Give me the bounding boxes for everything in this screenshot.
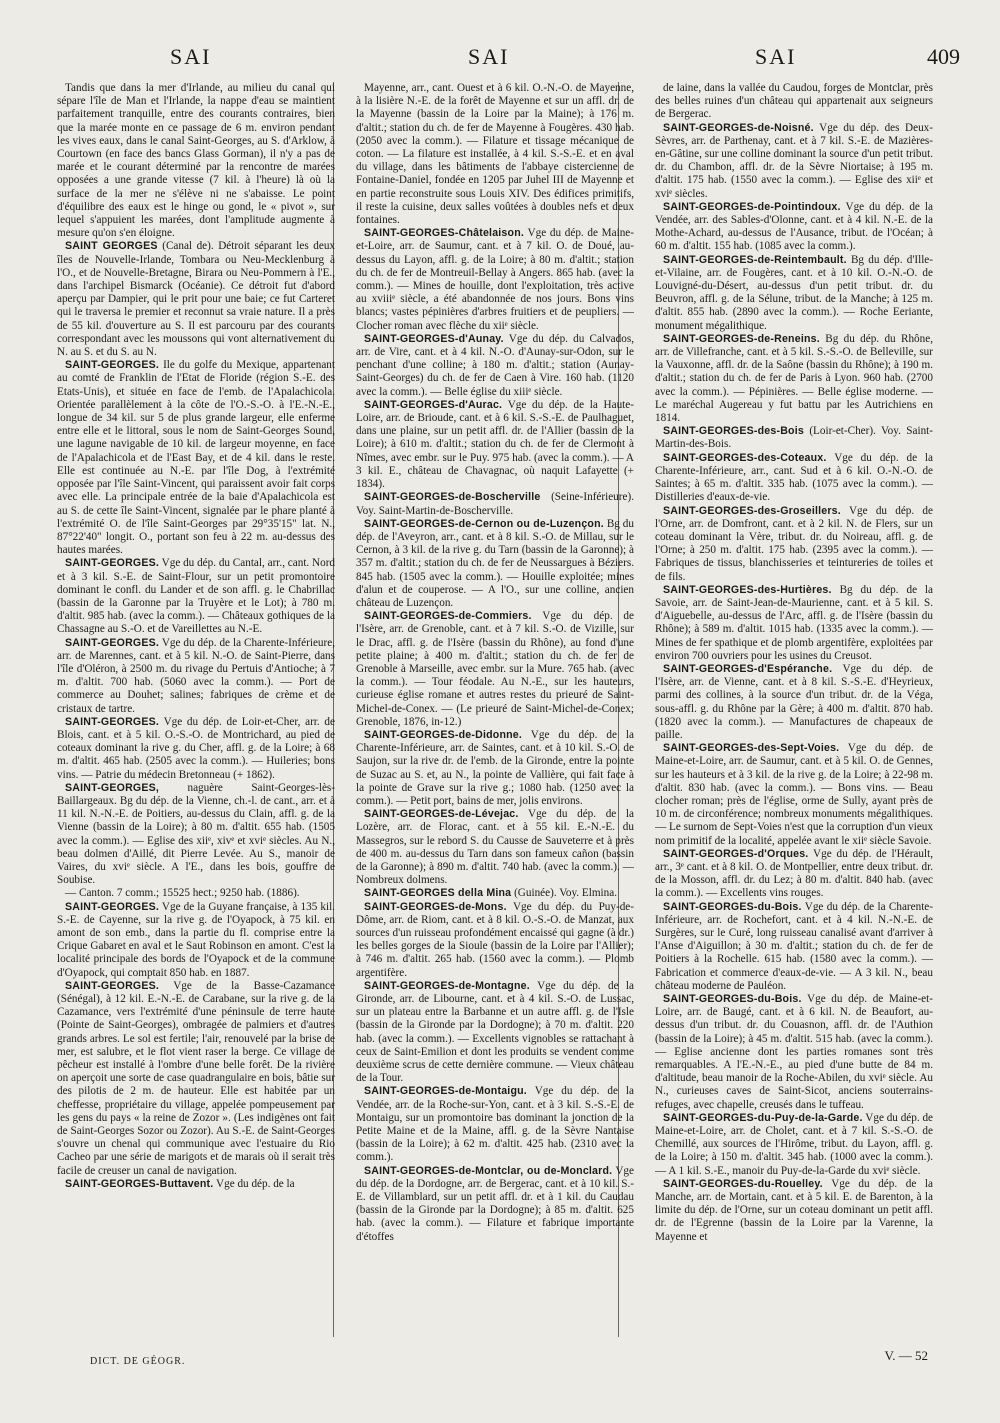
dictionary-entry <box>655 742 933 848</box>
entry-text: de laine, dans la vallée du Caudou, forges de Montclar, près des belles ruines d'un château qui appartenait aux seigneurs de Bergerac. <box>655 82 933 121</box>
entry-headword: SAINT-GEORGES-de-Reintembault. <box>663 253 847 266</box>
entry-text: Vge du dép. de la Charente-Inférieure, arr., cant. Sud et à 6 kil. O.-N.-O. de Saintes; à 65 m. d'altit. 335 hab. (1075 avec la comm.). — Distilleries d'eaux-de-vie. <box>655 451 933 504</box>
entry-headword: SAINT-GEORGES-de-Pointindoux. <box>663 200 841 213</box>
column-2 <box>356 82 634 1344</box>
entry-headword: SAINT-GEORGES-de-Reneins. <box>663 332 820 345</box>
entry-text: Vge du dép. de l'Isère, arr. de Grenoble, cant. et à 7 kil. S.-O. de Vizille, sur le Drac, affl. g. de l'Isère (bassin du Rhône), au fond d'une petite plaine; à 400 m. d'altit.; station du ch. de fer de Grenoble à Marseille, avec embr. sur la Mure. 765 hab. (avec la comm.). — Tour féodale. Au N.-E., sur les hauteurs, curieuse église romane et autres restes du prieuré de Saint-Michel-de-Conex. — (Le prieuré de Saint-Michel-de-Conex; Grenoble, 1876, in-12.) <box>356 610 634 728</box>
entry-headword: SAINT-GEORGES-de-Montclar, ou de-Monclard. <box>364 1164 613 1177</box>
entry-headword: SAINT-GEORGES-Châtelaison. <box>364 227 525 240</box>
dictionary-entry <box>356 227 634 333</box>
dictionary-entry <box>57 716 335 782</box>
entry-headword: SAINT-GEORGES-du-Rouelley. <box>663 1177 823 1190</box>
entry-text: Vge du dép. de Maine-et-Loire, arr. de Saumur, cant. et à 5 kil. O. de Gennes, sur les hauteurs et à 3 kil. de la rive g. de la Loire; à 22-98 m. d'altit. 830 hab. (avec la comm.). — Bons vins. — Beau clocher roman; près de l'église, orme de Sully, ayant près de 10 m. de circonférence; nombreux monuments mégalithiques. — Le surnom de Sept-Voies n'est que la corruption d'un vieux nom primitif de la localité, appelée avant le xiiᵉ siècle Savoie. <box>655 742 933 847</box>
dictionary-entry <box>356 729 634 808</box>
entry-text: — Canton. 7 comm.; 15525 hect.; 9250 hab. (1886). <box>65 887 300 900</box>
entry-text: (Guinée). Voy. Elmina. <box>514 887 618 900</box>
dictionary-entry <box>356 1165 634 1244</box>
entry-text: Vge du dép. de la Dordogne, arr. de Bergerac, cant. et à 10 kil. S.-E. de Villamblard, sur un petit affl. dr. et à 1 kil. du Caudau (bassin de la Gironde par la Dordogne); à 85 m. d'altit. 625 hab. (avec la comm.). — Filature et fabrique importante d'étoffes <box>356 1164 634 1243</box>
entry-text: Vge du dép. de la Charente-Inférieure, arr. de Saintes, cant. et à 10 kil. S.-O. de Saujon, sur la rive dr. de l'emb. de la Gironde, entre la pointe de Suzac au S. et, au N., la pointe de Vallière, qui fait face à la pointe de Grave sur la rive g.; 1080 hab. (1250 avec la comm.). — Petit port, bains de mer, jolis environs. <box>356 728 634 807</box>
entry-text: Vge du dép. de l'Isère, arr. de Vienne, cant. et à 8 kil. S.-S.-E. d'Heyrieux, parmi des collines, à la source d'un tribut. dr. de la Véga, sous-affl. g. du Rhône par la Gère; à 400 m. d'altit. 870 hab. (1820 avec la comm.). — Manufactures de chapeaux de paille. <box>655 662 933 741</box>
entry-text: Ile du golfe du Mexique, appartenant au comté de Franklin de l'Etat de Floride (région S.-E. des Etats-Unis), et située en face de l'emb. de l'Apalachicola. Orientée parallèlement à la côte de l'O.-S.-O. à l'E.-N.-E., longue de 34 kil. sur 5 de plus grande largeur, elle enferme entre elle et le littoral, sous le nom de Saint-Georges Sound, une lagune navigable de 10 kil. de largeur moyenne, en face de l'Apalachicola et de l'East Bay, et de 4 kil. dans le reste. Elle est continuée au N.-E. par l'île Dog, à l'extrémité opposée par l'île Saint-Vincent, qui paraissent avoir fait corps avec elle. La principale entrée de la baie d'Apalachicola est au S. de cette île Saint-Vincent, signalée par le phare planté à l'extrémité O. de l'île Saint-Georges par 29°35'15" lat. N., 87°22'40" longit. O., portant son feu à 22 m. au-dessus des hautes marées. <box>57 359 335 557</box>
running-header <box>40 44 960 78</box>
entry-text: Vge du dép. de la Charente-Inférieure, arr. de Rochefort, cant. et à 4 kil. N.-N.-E. de Surgères, sur le Curé, long ruisseau canalisé avant d'arriver à l'Anse d'Aiguillon; à 30 m. d'altit.; station du ch. de fer de Poitiers à la Rochelle. 615 hab. (1580 avec la comm.). — Fabrication et commerce d'eaux-de-vie. — A 3 kil. N., beau château moderne de Pauléon. <box>655 900 933 992</box>
entry-headword: SAINT-GEORGES-des-Sept-Voies. <box>663 742 840 755</box>
header-center: SAI <box>468 44 510 69</box>
dictionary-entry <box>57 557 335 636</box>
entry-headword: SAINT-GEORGES-des-Bois <box>663 425 804 438</box>
entry-text: Vge du dép. de la Lozère, arr. de Florac, cant. et à 55 kil. E.-N.-E. du Massegros, sur le rebord S. du Causse de Sauveterre et à près de 400 m. au-dessus du Tarn dans son fameux cañon (bassin de la Garonne); à 890 m. d'altit. 740 hab. (avec la comm.). — Nombreux dolmens. <box>356 808 634 887</box>
dictionary-entry <box>356 491 634 517</box>
text-columns <box>57 82 933 1344</box>
entry-headword: SAINT-GEORGES. <box>65 715 160 728</box>
entry-headword: SAINT-GEORGES-d'Espéranche. <box>663 662 833 675</box>
entry-text: Bg du dép. d'Ille-et-Vilaine, arr. de Fougères, cant. et à 10 kil. O.-N.-O. de Louvigné-du-Désert, au-dessus d'un petit tribut. dr. du Beuvron, affl. g. de la Sélune, tribut. de la Manche; à 125 m. d'altit. 855 hab. (2890 avec la comm.). — Roche Eeriante, monument mégalithique. <box>655 253 933 332</box>
entry-text: Vge du dép. de la Vendée, arr. des Sables-d'Olonne, cant. et à 4 kil. N.-E. de la Mothe-Achard, au-dessus de l'Ausance, tribut. de l'Océan; à 60 m. d'altit. 155 hab. (1085 avec la comm.). <box>655 200 933 253</box>
entry-headword: SAINT-GEORGES-du-Bois. <box>663 993 802 1006</box>
entry-text: Tandis que dans la mer d'Irlande, au milieu du canal qui sépare l'île de Man et l'Irlande, la nappe d'eau se maintient parfaitement tranquille, entre des courants contraires, bien que la marée monte en ce passage de 6 m. environ pendant les vives eaux, dans le canal Saint-Georges, au S. d'Arklow, à Courtown (en face des bancs Glass Gorman), il n'y a pas de marée et le courant déterminé par la rencontre de marées opposées a une grande vitesse (7 kil. à l'heure) là où la surface de la mer ne s'élève ni ne s'abaisse. Le point d'équilibre des eaux est le hinge ou gond, le « pivot », sur lequel s'appuient les marées, dont l'amplitude augmente à mesure qu'on s'en éloigne. <box>57 82 335 240</box>
entry-text: Bg du dép. du Rhône, arr. de Villefranche, cant. et à 5 kil. S.-S.-O. de Belleville, sur la Vauxonne, affl. dr. de la Saône (bassin du Rhône); à 190 m. d'altit.; station du ch. de fer de Paris à Lyon. 960 hab. (2700 avec la comm.). — Pépinières. — Belle église moderne. — Le maréchal Augereau y fut battu par les Autrichiens en 1814. <box>655 332 933 425</box>
entry-text: Vge du dép. de la Haute-Loire, arr. de Brioude, cant. et à 6 kil. S.-S.-E. de Paulhaguet, dans une plaine, sur un petit affl. dr. de l'Allier (bassin de la Loire); à 610 m. d'altit.; station du ch. de fer de Clermont à Nîmes, avec embr. sur le Puy. 975 hab. (avec la comm.). — A 3 kil. E., château de Chavagnac, où naquit Lafayette (+ 1834). <box>356 398 634 491</box>
dictionary-entry <box>655 848 933 901</box>
dictionary-entry <box>655 82 933 122</box>
entry-headword: SAINT-GEORGES-de-Noisné. <box>663 121 814 134</box>
entry-text: (Loir-et-Cher). Voy. Saint-Martin-des-Bois. <box>655 425 933 451</box>
dictionary-entry <box>356 518 634 610</box>
entry-headword: SAINT-GEORGES-de-Montaigu. <box>364 1085 527 1098</box>
entry-headword: SAINT GEORGES <box>65 240 158 253</box>
entry-headword: SAINT-GEORGES-des-Coteaux. <box>663 451 827 464</box>
entry-headword: SAINT-GEORGES-d'Aurac. <box>364 398 503 411</box>
entry-text: (Seine-Inférieure). Voy. Saint-Martin-de-Boscherville. <box>356 491 634 517</box>
dictionary-entry <box>356 887 634 900</box>
dictionary-entry <box>655 1178 933 1244</box>
dictionary-entry <box>655 505 933 584</box>
entry-headword: SAINT-GEORGES. <box>65 557 160 570</box>
dictionary-entry <box>655 201 933 254</box>
dictionary-entry <box>57 901 335 980</box>
entry-text: Vge du dép. de la <box>216 1177 295 1190</box>
entry-text: Mayenne, arr., cant. Ouest et à 6 kil. O.-N.-O. de Mayenne, à la lisière N.-E. de la forêt de Mayenne et sur un affl. dr. de la Mayenne (bassin de la Loire par la Maine); à 176 m. d'altit.; station du ch. de fer de Mayenne à Fougères. 430 hab. (2050 avec la comm.). — Filature et tissage mécanique de coton. — La filature est installée, à 4 kil. S.-S.-E. et en aval du village, dans les bâtiments de l'abbaye cistercienne de Fontaine-Daniel, fondée en 1205 par Juhel III de Mayenne et en partie reconstruite sous Louis XIV. Des édifices primitifs, il reste la cuisine, deux salles voûtées à doubles nefs et deux fontaines. <box>356 82 634 227</box>
entry-headword: SAINT-GEORGES-d'Aunay. <box>364 332 504 345</box>
entry-headword: SAINT-GEORGES-de-Mons. <box>364 900 507 913</box>
entry-text: Vge du dép. de la Charente-Inférieure, arr. de Marennes, cant. et à 5 kil. N.-O. de Saint-Pierre, dans l'île d'Oléron, à 2500 m. du rivage du Pertuis d'Antioche; à 7 m. d'altit. 700 hab. (5060 avec la comm.). — Port de commerce au Douhet; salines; fabriques de crème et de cristaux de tartre. <box>57 636 335 715</box>
entry-headword: SAINT-GEORGES-de-Boscherville <box>364 491 541 504</box>
entry-headword: SAINT-GEORGES. <box>65 359 160 372</box>
dictionary-entry <box>356 610 634 729</box>
entry-headword: SAINT-GEORGES. <box>65 979 160 992</box>
dictionary-entry <box>57 240 335 359</box>
dictionary-entry <box>655 663 933 742</box>
entry-text: Vge de la Guyane française, à 135 kil. S.-E. de Cayenne, sur la rive g. de l'Oyapock, à 75 kil. en amont de son emb., dans la partie du fl. comprise entre la Crique Gabaret en aval et le Saut Robinson en amont. C'est la localité principale des bords de l'Oyapock et de la commune d'Oyapock, qui comptait 850 hab. en 1887. <box>57 900 335 979</box>
entry-text: Vge du dép. de la Vendée, arr. de la Roche-sur-Yon, cant. et à 3 kil. S.-S.-E. de Montaigu, sur un promontoire bas dominant la jonction de la Petite Maine et de la Maine, affl. g. de la Sèvre Nantaise (bassin de la Loire); à 62 m. d'altit. 425 hab. (2310 avec la comm.). <box>356 1085 634 1164</box>
column-3 <box>655 82 933 1344</box>
entry-headword: SAINT-GEORGES-du-Bois. <box>663 900 802 913</box>
entry-text: naguère Saint-Georges-lès-Baillargeaux. Bg du dép. de la Vienne, ch.-l. de cant., arr. et à 11 kil. N.-N.-E. de Poitiers, au-dessus du Clain, affl. g. de la Vienne (bassin de la Loire); à 80 m. d'altit. 655 hab. (1505 avec la comm.). — Eglise des xiiᵉ, xivᵉ et xviᵉ siècles. Au N., beau dolmen d'Aillé, dit Pierre Levée. Au S., manoir de Vaires, du xviᵉ siècle. A l'E., dans les bois, gouffre de Soubise. <box>57 781 335 887</box>
entry-headword: SAINT-GEORGES-des-Hurtières. <box>663 583 832 596</box>
dictionary-entry <box>655 584 933 663</box>
entry-headword: SAINT-GEORGES, <box>65 781 160 794</box>
dictionary-entry <box>57 782 335 888</box>
footer-signature: V. — 52 <box>884 1348 928 1363</box>
entry-headword: SAINT-GEORGES-du-Puy-de-la-Garde. <box>663 1111 863 1124</box>
dictionary-entry <box>356 399 634 491</box>
entry-text: Vge du dép. de Maine-et-Loire, arr. de Saumur, cant. et à 7 kil. O. de Doué, au-dessus du Layon, affl. g. de la Loire; à 80 m. d'altit.; station du ch. de fer de Montreuil-Bellay à Angers. 865 hab. (avec la comm.). — Mines de houille, dont l'exploitation, très active au xviiiᵉ siècle, a été abandonnée de nos jours. Bons vins blancs; vastes pépinières d'arbres fruitiers et de peupliers. — Clocher roman avec flèche du xiiᵉ siècle. <box>356 227 634 332</box>
entry-text: Vge du dép. des Deux-Sèvres, arr. de Parthenay, cant. et à 7 kil. S.-E. de Mazières-en-Gâtine, sur une colline dominant la source d'un petit tribut. dr. du Chambon, affl. dr. de la Sèvre Niortaise; à 195 m. d'altit. 175 hab. (1550 avec la comm.). — Eglise des xiiᵉ et xviᵉ siècles. <box>655 121 933 200</box>
entry-text: Vge du dép. du Cantal, arr., cant. Nord et à 3 kil. S.-E. de Saint-Flour, sur un petit promontoire dominant le confl. du Lander et de son affl. g. le Chabrillac (bassin de la Garonne par la Truyère et le Lot); à 780 m. d'altit. 985 hab. (avec la comm.). — Châteaux gothiques de la Chassagne au S.-O. et de Vareillettes au N.-E. <box>57 557 335 636</box>
dictionary-entry <box>356 808 634 887</box>
entry-text: Vge du dép. de l'Hérault, arr., 3ᵉ cant. et à 8 kil. O. de Montpellier, entre deux tribut. dr. de la Mosson, affl. dr. du Lez; à 80 m. d'altit. 840 hab. (avec la comm.). — Excellents vins rouges. <box>655 847 933 900</box>
entry-text: Bg du dép. de l'Aveyron, arr., cant. et à 8 kil. S.-O. de Millau, sur le Cernon, à 3 kil. de la rive g. du Tarn (bassin de la Garonne); à 357 m. d'altit.; station du ch. de fer de Neussargues à Béziers. 845 hab. (1505 avec la comm.). — Houille exploitée; mines d'alun et de couperose. — A l'O., sur une colline, ancien château de Luzençon. <box>356 517 634 609</box>
header-right: SAI <box>755 44 797 69</box>
dictionary-entry <box>655 425 933 451</box>
entry-text: Vge du dép. de Maine-et-Loire, arr. de Cholet, cant. et à 7 kil. S.-S.-O. de Chemillé, aux sources de l'Hirôme, tribut. du Layon, affl. g. de la Loire; à 150 m. d'altit. 345 hab. (1000 avec la comm.). — A 1 kil. S.-E., manoir du Puy-de-la-Garde du xviᵉ siècle. <box>655 1111 933 1177</box>
page-footer <box>40 1348 960 1376</box>
dictionary-entry <box>356 901 634 980</box>
entry-text: Vge du dép. de Loir-et-Cher, arr. de Blois, cant. et à 5 kil. O.-S.-O. de Montrichard, au pied de coteaux dominant la rive g. du Cher, affl. g. de la Loire; à 68 m. d'altit. 465 hab. (2505 avec la comm.). — Huileries; bons vins. — Patrie du médecin Bretonneau (+ 1862). <box>57 715 335 781</box>
dictionary-entry <box>655 901 933 993</box>
entry-text: Bg du dép. de la Savoie, arr. de Saint-Jean-de-Maurienne, cant. et à 5 kil. S. d'Aiguebelle, au-dessus de l'Arc, affl. g. de l'Isère (bassin du Rhône); à 589 m. d'altit. 1015 hab. (1335 avec la comm.). — Mines de fer spathique et de plomb argentifère, exploitées par environ 700 ouvriers pour les usines du Creusot. <box>655 583 933 662</box>
dictionary-entry <box>655 122 933 201</box>
footer-title: DICT. DE GÉOGR. <box>90 1356 186 1367</box>
entry-text: Vge du dép. de Maine-et-Loire, arr. de Baugé, cant. et à 6 kil. N. de Beaufort, au-dessus d'un tribut. dr. du Couasnon, affl. dr. de l'Authion (bassin de la Loire); à 45 m. d'altit. 515 hab. (avec la comm.). — Eglise ancienne dont les parties romanes sont très remarquables. A l'E.-N.-E., au pied d'une butte de 84 m. d'altitude, beau manoir de la Roche-Abilen, du xviᵉ siècle. Au N., curieuses caves de Saint-Sicot, anciens souterrains-refuges, avec chapelle, creusés dans le tuffeau. <box>655 993 933 1111</box>
entry-headword: SAINT-GEORGES-de-Cernon ou de-Luzençon. <box>364 517 604 530</box>
dictionary-entry <box>57 359 335 557</box>
dictionary-entry <box>655 333 933 425</box>
entry-headword: SAINT-GEORGES della Mina <box>364 887 512 900</box>
entry-headword: SAINT-GEORGES-d'Orques. <box>663 847 809 860</box>
column-1 <box>57 82 335 1344</box>
dictionary-entry <box>356 980 634 1086</box>
entry-text: Vge du dép. de la Manche, arr. de Mortain, cant. et à 5 kil. E. de Barenton, à la limite du dép. de l'Orne, sur un coteau dominant un petit affl. dr. de l'Egrenne (bassin de la Loire par la Varenne, la Mayenne et <box>655 1177 933 1243</box>
entry-text: Vge du dép. de la Gironde, arr. de Libourne, cant. et à 4 kil. S.-O. de Lussac, sur un plateau entre la Barbanne et un autre affl. g. de l'Isle (bassin de la Gironde par la Dordogne); à 70 m. d'altit. 220 hab. (avec la comm.). — Excellents vignobles se rattachant à ceux de Saint-Emilion et dont les produits se vendent comme deuxième scrus de cette dernière commune. — Vieux château de la Tour. <box>356 979 634 1085</box>
entry-headword: SAINT-GEORGES. <box>65 900 160 913</box>
dictionary-entry <box>57 1178 335 1191</box>
dictionary-entry <box>356 82 634 227</box>
entry-headword: SAINT-GEORGES-de-Commiers. <box>364 610 532 623</box>
entry-text: Vge du dép. de l'Orne, arr. de Domfront, cant. et à 2 kil. N. de Flers, sur un coteau dominant la Vère, tribut. dr. du Noireau, affl. g. de l'Orne; à 250 m. d'altit. 175 hab. (2395 avec la comm.). — Fabriques de tissus, blanchisseries et teintureries de toiles et de fils. <box>655 504 933 583</box>
dictionary-entry <box>655 1112 933 1178</box>
page-number: 409 <box>927 44 960 69</box>
dictionary-entry <box>356 1085 634 1164</box>
entry-headword: SAINT-GEORGES. <box>65 636 160 649</box>
dictionary-entry <box>57 887 335 900</box>
entry-headword: SAINT-GEORGES-de-Montagne. <box>364 979 530 992</box>
entry-headword: SAINT-GEORGES-de-Didonne. <box>364 728 523 741</box>
dictionary-entry <box>356 333 634 399</box>
entry-text: Vge de la Basse-Cazamance (Sénégal), à 12 kil. E.-N.-E. de Carabane, sur la rive g. de la Cazamance, vers l'extrémité d'une péninsule de terre haute (Pointe de Saint-Georges), ombragée de palmiers et d'autres grands arbres. Le sol est fertile; l'air, renouvelé par la brise de mer, est salubre, et le flot vient raser la berge. Ce village de pêcheur est installé à l'ombre d'une belle forêt. De la rivière on aperçoit une sorte de case quadrangulaire en bois, bâtie sur des pilotis de 2 m. de hauteur. Elle est habitée par un cheffesse, propriétaire du village, appelée pompeusement par les gens du pays « la reine de Zozor ». (Les indigènes ont fait de Saint-Georges Sozor ou Zozor). Au S.-E. de Saint-Georges s'ouvre un chenal qui communique avec l'estuaire du Rio Cacheo par une série de marigots et de marais où il serait très facile de creuser un canal de navigation. <box>57 979 335 1177</box>
dictionary-entry <box>655 993 933 1112</box>
entry-headword: SAINT-GEORGES-Buttavent. <box>65 1177 214 1190</box>
entry-text: Vge du dép. du Puy-de-Dôme, arr. de Riom, cant. et à 8 kil. O.-S.-O. de Manzat, aux sources d'un ruisseau profondément encaissé qui gagne (à dr.) les belles gorges de la Sioule (bassin de la Loire par l'Allier); à 746 m. d'altit. 265 hab. (1560 avec la comm.). — Plomb argentifère. <box>356 900 634 979</box>
dictionary-entry <box>57 980 335 1178</box>
dictionary-entry <box>655 254 933 333</box>
entry-headword: SAINT-GEORGES-de-Lévejac. <box>364 808 519 821</box>
entry-text: (Canal de). Détroit séparant les deux îles de Nouvelle-Irlande, Tombara ou Neu-Mecklenburg à l'O., et de Nouvelle-Bretagne, Birara ou Neu-Pommern à l'E., dans l'archipel Bismarck (Océanie). Ce détroit fut d'abord aperçu par Dampier, qui le prit pour une baie; ce fut Carteret qui le traversa le premier et reconnut sa vraie nature. Il a près de 55 kil. d'ouverture au S. Il est parcouru par des courants correspondant avec les moussons qui vont alternativement du N. au S. et du S. au N. <box>57 240 335 359</box>
header-left: SAI <box>170 44 212 69</box>
dictionary-entry <box>57 82 335 240</box>
entry-headword: SAINT-GEORGES-des-Groseillers. <box>663 504 841 517</box>
entry-text: Vge du dép. du Calvados, arr. de Vire, cant. et à 4 kil. N.-O. d'Aunay-sur-Odon, sur le penchant d'une colline; à 180 m. d'altit.; station (Aunay-Saint-Georges) du ch. de fer de Caen à Vire. 160 hab. (1120 avec la comm.). — Belle église du xiiiᵉ siècle. <box>356 332 634 398</box>
dictionary-entry <box>655 452 933 505</box>
dictionary-entry <box>57 637 335 716</box>
